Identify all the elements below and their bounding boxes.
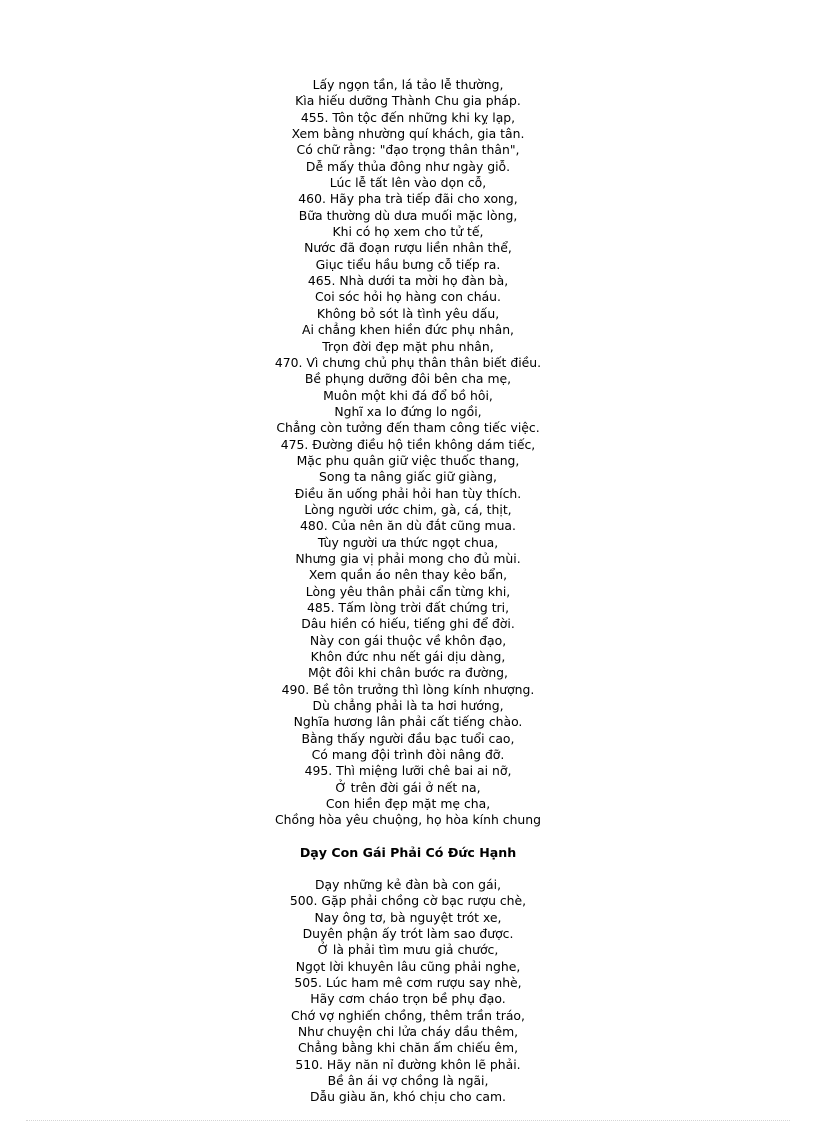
poem-line: 490. Bề tôn trưởng thì lòng kính nhượng. [281,681,535,697]
poem-line: 475. Đường điều hộ tiền không dám tiếc, [280,436,536,452]
document-page [0,77,816,1106]
poem-line: Này con gái thuộc về khôn đạo, [309,632,507,648]
poem-section-2 [0,877,816,1106]
poem-line: Xem quần áo nên thay kẻo bẩn, [308,567,508,583]
section-heading: Dạy Con Gái Phải Có Đức Hạnh [299,844,517,860]
poem-line: 460. Hãy pha trà tiếp đãi cho xong, [298,191,518,207]
poem-line: Song ta nâng giấc giữ giàng, [319,469,497,485]
poem-line: Chẳng còn tưởng đến tham công tiếc việc. [276,420,540,436]
poem-line: 470. Vì chưng chủ phụ thân thân biết điều. [274,354,542,370]
poem-line: Nghĩ xa lo đứng lo ngồi, [334,403,482,419]
poem-section-1 [0,77,816,829]
poem-line: Khôn đức nhu nết gái dịu dàng, [310,649,506,665]
poem-line: Dâu hiền có hiếu, tiếng ghi để đời. [301,616,515,632]
page-bottom-divider [26,1120,790,1121]
poem-line: Có mang đội trình đòi nâng đỡ. [311,747,505,763]
poem-line: 455. Tôn tộc đến những khi kỵ lạp, [300,109,516,125]
poem-line: Dạy những kẻ đàn bà con gái, [314,876,502,892]
poem-line: Bữa thường dù dưa muối mặc lòng, [298,207,518,223]
poem-line: Dẫu giàu ăn, khó chịu cho cam. [310,1089,506,1105]
poem-line: Lúc lễ tất lên vào dọn cỗ, [329,175,487,191]
poem-line: 465. Nhà dưới ta mời họ đàn bà, [307,273,509,289]
poem-line: 485. Tấm lòng trời đất chứng tri, [306,600,510,615]
poem-line: 510. Hãy năn nỉ đường khôn lẽ phải. [295,1056,521,1072]
poem-line: Điều ăn uống phải hỏi han tùy thích. [294,485,522,501]
poem-line: Muôn một khi đá đổ bồ hôi, [323,387,493,403]
poem-line: Chẳng bằng khi chăn ấm chiếu êm, [297,1040,519,1056]
poem-line: 495. Thì miệng lưỡi chê bai ai nỡ, [304,763,512,779]
poem-line: Dù chẳng phải là ta hơi hướng, [312,698,504,714]
poem-line: 480. Của nên ăn dù đắt cũng mua. [300,518,516,534]
poem-line: Chồng hòa yêu chuộng, họ hòa kính chung [275,812,541,828]
poem-line: 505. Lúc ham mê cơm rượu say nhè, [294,974,522,990]
poem-line: Như chuyện chi lửa cháy dầu thêm, [297,1023,519,1039]
poem-line: Nước đã đoạn rượu liền nhân thể, [304,240,512,256]
poem-line: Ngọt lời khuyên lâu cũng phải nghe, [295,958,521,974]
poem-line: Coi sóc hỏi họ hàng con cháu. [315,289,501,305]
poem-line: Dễ mấy thủa đông như ngày giỗ. [305,158,511,174]
poem-line: Bề ân ái vợ chồng là ngãi, [327,1072,489,1088]
poem-line: Bề phụng dưỡng đôi bên cha mẹ, [304,371,512,387]
poem-line: Lòng yêu thân phải cẩn từng khi, [305,583,511,599]
poem-line: Bằng thấy người đầu bạc tuổi cao, [301,730,515,746]
poem-line: Khi có họ xem cho tử tế, [332,224,484,240]
poem-line: Mặc phu quân giữ việc thuốc thang, [296,452,520,468]
poem-line: Nay ông tơ, bà nguyệt trót xe, [314,909,502,925]
poem-line: Có chữ rằng: "đạo trọng thân thân", [296,142,520,158]
poem-line: Giục tiểu hầu bưng cỗ tiếp ra. [315,256,501,272]
poem-line: Duyên phận ấy trót làm sao được. [302,925,514,941]
poem-line: Hãy cơm cháo trọn bề phụ đạo. [310,991,506,1007]
poem-line: Xem bằng nhường quí khách, gia tân. [291,126,525,142]
poem-line: Nhưng gia vị phải mong cho đủ mùi. [295,550,521,566]
poem-line: Một đôi khi chân bước ra đường, [308,665,508,681]
poem-line: 500. Gặp phải chồng cờ bạc rượu chè, [289,893,527,909]
poem-line: Con hiền đẹp mặt mẹ cha, [325,796,491,812]
poem-line: Ở trên đời gái ở nết na, [335,779,481,795]
poem-line: Không bỏ sót là tình yêu dấu, [316,305,500,321]
poem-line: Nghĩa hương lân phải cất tiếng chào. [293,714,523,730]
poem-line: Lòng người ước chim, gà, cá, thịt, [304,501,512,517]
poem-line: Trọn đời đẹp mặt phu nhân, [322,338,494,354]
poem-line: Chớ vợ nghiến chồng, thêm trần tráo, [291,1007,525,1023]
poem-line: Ai chẳng khen hiền đức phụ nhân, [302,322,514,338]
poem-line: Lấy ngọn tần, lá tảo lễ thường, [312,77,504,92]
poem-line: Tùy người ưa thức ngọt chua, [317,534,499,550]
poem-line: Ở là phải tìm mưu giả chước, [317,942,499,958]
poem-line: Kìa hiếu dưỡng Thành Chu gia pháp. [295,93,521,109]
